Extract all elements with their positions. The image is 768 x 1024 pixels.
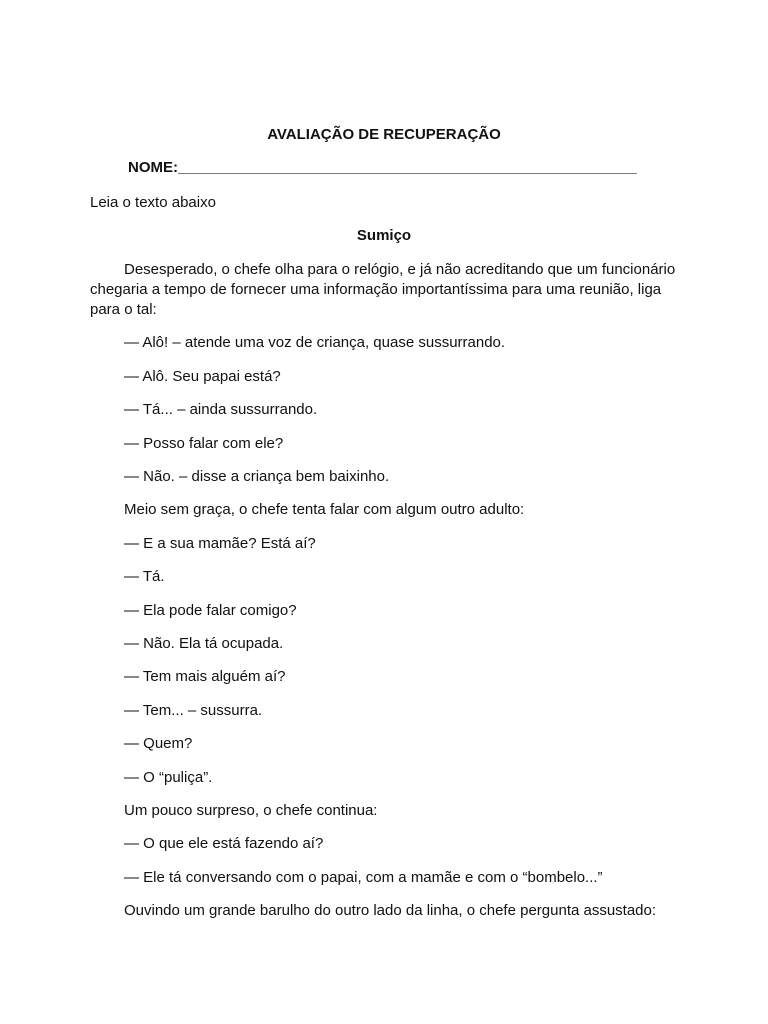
- dialogue-line: — O “puliça”.: [124, 768, 213, 786]
- dialogue-line: — Posso falar com ele?: [124, 434, 284, 452]
- dialogue-line: — Tá... – ainda sussurrando.: [124, 401, 318, 419]
- story-paragraph: Ouvindo um grande barulho do outro lado da linha, o chefe pergunta assustado:: [124, 902, 657, 920]
- dialogue-line: — Não. – disse a criança bem baixinho.: [124, 467, 390, 485]
- dialogue-line: — Alô! – atende uma voz de criança, quase sussurrando.: [124, 334, 506, 352]
- story-paragraph: Meio sem graça, o chefe tenta falar com algum outro adulto:: [124, 501, 525, 519]
- dialogue-line: — Tá.: [124, 568, 165, 586]
- story-paragraph: Um pouco surpreso, o chefe continua:: [124, 802, 378, 820]
- reading-instruction: Leia o texto abaixo: [90, 193, 216, 211]
- story-title: Sumiço: [356, 226, 412, 244]
- dialogue-line: — Alô. Seu papai está?: [124, 367, 281, 385]
- name-field: [128, 158, 686, 178]
- dialogue-line: — O que ele está fazendo aí?: [124, 835, 324, 853]
- dialogue-line: — Quem?: [124, 735, 193, 753]
- dialogue-line: — Ele tá conversando com o papai, com a mamãe e com o “bombelo...”: [124, 868, 603, 886]
- document-body: [90, 125, 686, 935]
- dialogue-line: — E a sua mamãe? Está aí?: [124, 534, 316, 552]
- story-paragraph: Desesperado, o chefe olha para o relógio, e já não acreditando que um funcionário chegaria a tempo de fornecer uma informação importantíssima para uma reunião, liga para o tal:: [90, 260, 676, 319]
- name-field-blank: _______________________________________________________: [178, 158, 637, 176]
- name-field-label: NOME:: [128, 158, 178, 176]
- dialogue-line: — Não. Ela tá ocupada.: [124, 635, 284, 652]
- dialogue-line: — Ela pode falar comigo?: [124, 601, 297, 619]
- dialogue-line: — Tem mais alguém aí?: [124, 668, 286, 686]
- document-title: AVALIAÇÃO DE RECUPERAÇÃO: [267, 126, 501, 143]
- dialogue-line: — Tem... – sussurra.: [124, 701, 263, 719]
